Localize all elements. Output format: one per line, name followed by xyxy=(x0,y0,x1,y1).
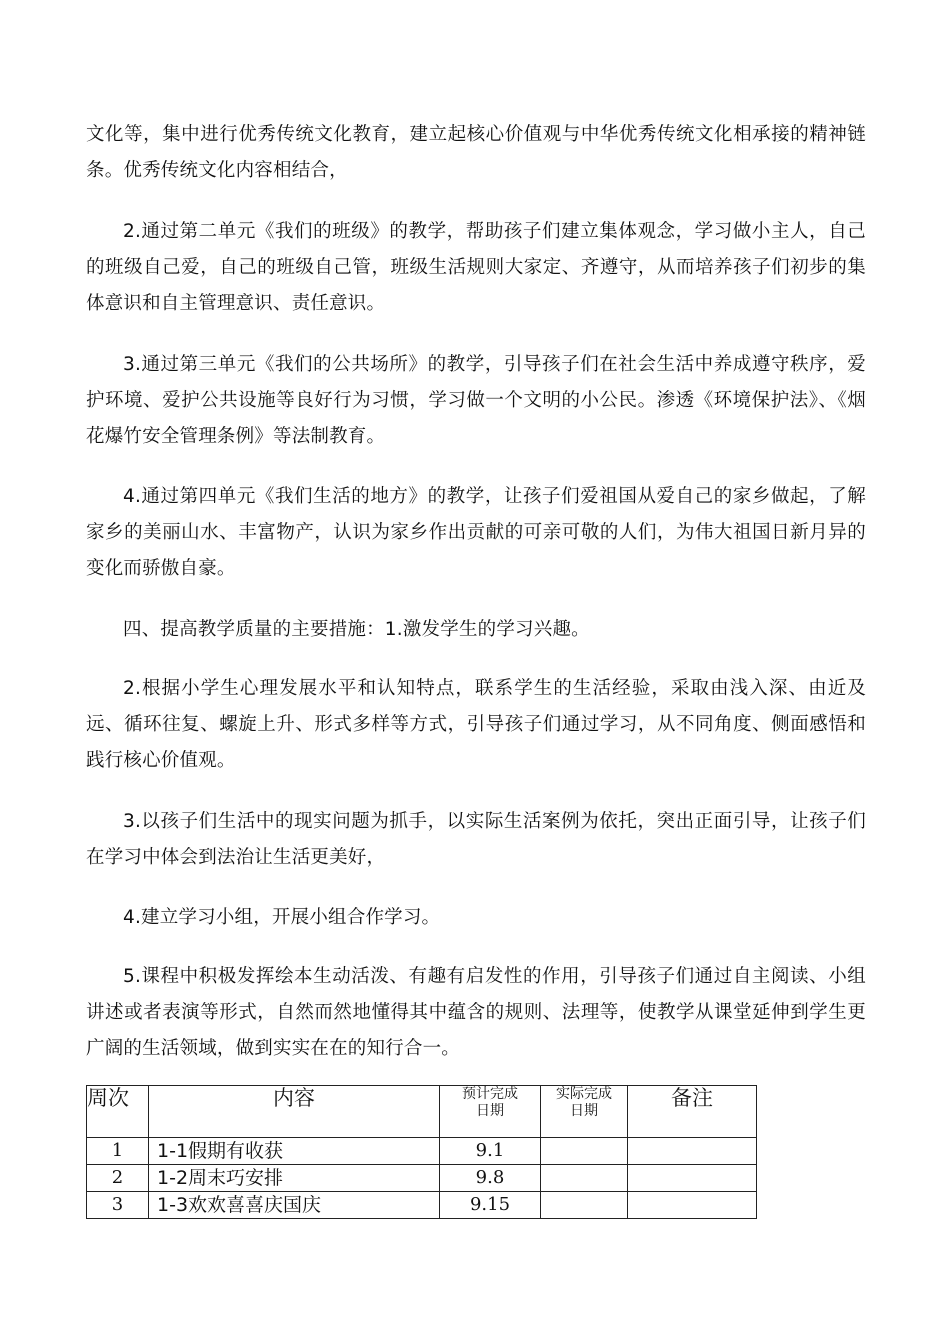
header-actual-label: 实际完成日期 xyxy=(556,1086,612,1119)
header-content: 内容 xyxy=(149,1086,440,1138)
paragraph-measure-two: 2.根据小学生心理发展水平和认知特点，联系学生的生活经验，采取由浅入深、由近及远、循环往复、螺旋上升、形式多样等方式，引导孩子们通过学习，从不同角度、侧面感悟和践行核心价值观。 xyxy=(86,678,866,771)
row-week: 1 xyxy=(87,1138,149,1165)
row-week: 3 xyxy=(87,1192,149,1219)
row-content: 1-2周末巧安排 xyxy=(149,1165,440,1192)
paragraph-measure-three: 3.以孩子们生活中的现实问题为抓手，以实际生活案例为依托，突出正面引导，让孩子们在学习中体会到法治让生活更美好， xyxy=(86,811,866,868)
row-notes xyxy=(628,1165,757,1192)
header-week xyxy=(87,1086,149,1138)
row-actual-date xyxy=(541,1165,628,1192)
row-content: 1-1假期有收获 xyxy=(149,1138,440,1165)
table-header-row xyxy=(87,1086,757,1138)
header-planned-date xyxy=(440,1086,541,1138)
row-notes xyxy=(628,1138,757,1165)
paragraph-measure-five: 5.课程中积极发挥绘本生动活泼、有趣有启发性的作用，引导孩子们通过自主阅读、小组讲述或者表演等形式，自然而然地懂得其中蕴含的规则、法理等，使教学从课堂延伸到学生更广阔的生活领域，做到实实在在的知行合一。 xyxy=(86,966,866,1059)
row-actual-date xyxy=(541,1138,628,1165)
paragraph-unit-four: 4.通过第四单元《我们生活的地方》的教学，让孩子们爱祖国从爱自己的家乡做起，了解家乡的美丽山水、丰富物产，认识为家乡作出贡献的可亲可敬的人们，为伟大祖国日新月异的变化而骄傲自豪。 xyxy=(86,486,866,579)
paragraph-measure-four: 4.建立学习小组，开展小组合作学习。 xyxy=(123,907,441,928)
row-notes xyxy=(628,1192,757,1219)
row-planned-date: 9.8 xyxy=(440,1165,541,1192)
paragraph-measures-heading: 四、提高教学质量的主要措施：1.激发学生的学习兴趣。 xyxy=(123,619,590,640)
header-week-label: 周次 xyxy=(87,1086,129,1110)
row-planned-date: 9.1 xyxy=(440,1138,541,1165)
table-row xyxy=(87,1192,757,1219)
row-actual-date xyxy=(541,1192,628,1219)
table-row xyxy=(87,1138,757,1165)
teaching-schedule-table xyxy=(86,1085,757,1219)
header-planned-label: 预计完成日期 xyxy=(462,1086,518,1119)
row-planned-date: 9.15 xyxy=(440,1192,541,1219)
paragraph-traditional-culture: 文化等，集中进行优秀传统文化教育，建立起核心价值观与中华优秀传统文化相承接的精神链条。优秀传统文化内容相结合， xyxy=(86,124,866,181)
header-notes: 备注 xyxy=(628,1086,757,1138)
table-row xyxy=(87,1165,757,1192)
row-content: 1-3欢欢喜喜庆国庆 xyxy=(149,1192,440,1219)
row-week: 2 xyxy=(87,1165,149,1192)
paragraph-unit-three: 3.通过第三单元《我们的公共场所》的教学，引导孩子们在社会生活中养成遵守秩序，爱护环境、爱护公共设施等良好行为习惯，学习做一个文明的小公民。渗透《环境保护法》、《烟花爆竹安全管理条例》等法制教育。 xyxy=(86,354,866,447)
paragraph-unit-two: 2.通过第二单元《我们的班级》的教学，帮助孩子们建立集体观念，学习做小主人，自己的班级自己爱，自己的班级自己管，班级生活规则大家定、齐遵守，从而培养孩子们初步的集体意识和自主管理意识、责任意识。 xyxy=(86,221,866,314)
header-actual-date xyxy=(541,1086,628,1138)
